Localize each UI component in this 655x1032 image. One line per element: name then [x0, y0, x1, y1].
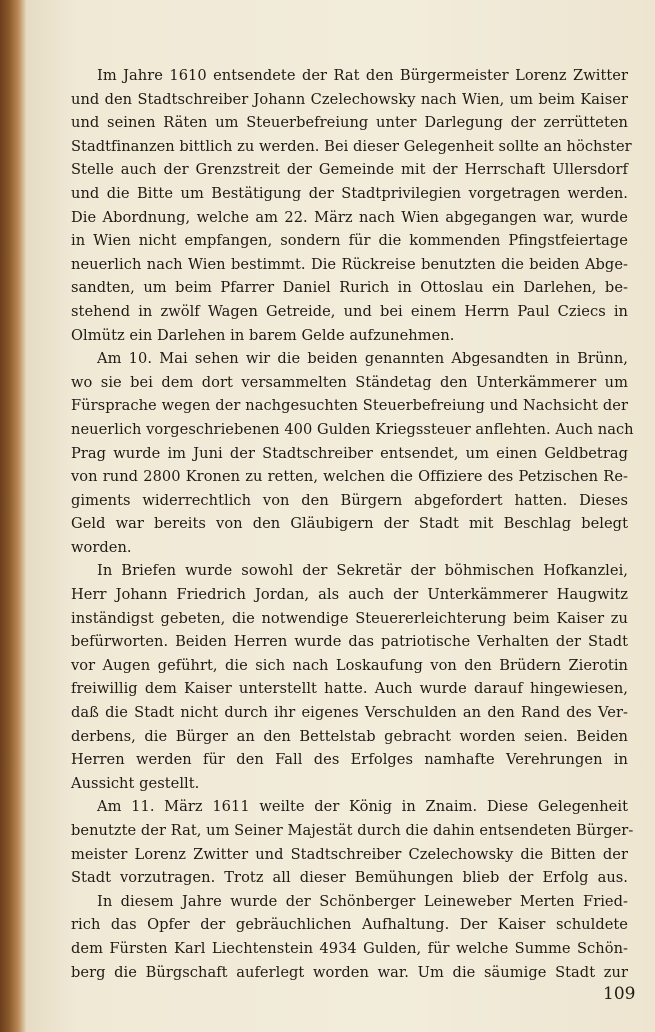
paragraph-4-line-4: Stadt vorzutragen. Trotz all dieser Bemühungen blieb der Erfolg aus. [71, 869, 628, 887]
paragraph-2-line-1: Am 10. Mai sehen wir die beiden genannten Abgesandten in Brünn, [97, 350, 628, 368]
paragraph-3-line-3: inständigst gebeten, die notwendige Steuererleichterung beim Kaiser zu [71, 609, 628, 627]
paragraph-5-line-2: rich das Opfer der gebräuchlichen Aufhaltung. Der Kaiser schuldete [71, 916, 628, 934]
paragraph-1-line-2: und den Stadtschreiber Johann Czelechowsky nach Wien, um beim Kaiser [71, 90, 628, 108]
paragraph-1-line-5: Stelle auch der Grenzstreit der Gemeinde mit der Herrschaft Ullersdorf [71, 161, 628, 179]
paragraph-2-line-9: worden. [71, 538, 132, 556]
paragraph-1-line-7: Die Abordnung, welche am 22. März nach Wien abgegangen war, wurde [71, 208, 628, 226]
book-binding-edge [0, 0, 26, 1032]
paragraph-4-line-2: benutzte der Rat, um Seiner Majestät durch die dahin entsendeten Bürger- [71, 822, 634, 839]
paragraph-1-line-10: sandten, um beim Pfarrer Daniel Rurich in Ottoslau ein Darlehen, be- [71, 279, 628, 297]
paragraph-1-line-3: und seinen Räten um Steuerbefreiung unter Darlegung der zerrütteten [71, 114, 628, 132]
paragraph-2-line-4: neuerlich vorgeschriebenen 400 Gulden Kriegssteuer anflehten. Auch nach [71, 420, 634, 438]
paragraph-3-line-2: Herr Johann Friedrich Jordan, als auch der Unterkämmerer Haugwitz [71, 586, 628, 604]
paragraph-5-line-3: dem Fürsten Karl Liechtenstein 4934 Gulden, für welche Summe Schön- [71, 939, 628, 957]
paragraph-2-line-6: von rund 2800 Kronen zu retten, welchen die Offiziere des Petzischen Re- [71, 468, 628, 486]
paragraph-2-line-5: Prag wurde im Juni der Stadtschreiber entsendet, um einen Geldbetrag [71, 444, 628, 462]
page-body-text [71, 64, 634, 984]
paragraph-3-line-4: befürworten. Beiden Herren wurde das patriotische Verhalten der Stadt [71, 633, 628, 651]
paragraph-2-line-2: wo sie bei dem dort versammelten Ständetag den Unterkämmerer um [71, 373, 628, 391]
book-page [26, 0, 655, 1032]
paragraph-2-line-8: Geld war bereits von den Gläubigern der Stadt mit Beschlag belegt [71, 515, 628, 533]
paragraph-5-line-1: In diesem Jahre wurde der Schönberger Leineweber Merten Fried- [97, 892, 628, 910]
paragraph-2-line-3: Fürsprache wegen der nachgesuchten Steuerbefreiung und Nachsicht der [71, 397, 628, 415]
paragraph-3-line-8: derbens, die Bürger an den Bettelstab gebracht worden seien. Beiden [71, 727, 628, 745]
paragraph-1-line-4: Stadtfinanzen bittlich zu werden. Bei dieser Gelegenheit sollte an höchster [71, 137, 632, 155]
paragraph-1-line-1: Im Jahre 1610 entsendete der Rat den Bürgermeister Lorenz Zwitter [97, 67, 628, 84]
paragraph-4-line-3: meister Lorenz Zwitter und Stadtschreiber Czelechowsky die Bitten der [71, 845, 628, 863]
paragraph-3-line-9: Herren werden für den Fall des Erfolges namhafte Verehrungen in [71, 751, 628, 769]
paragraph-1-line-9: neuerlich nach Wien bestimmt. Die Rückreise benutzten die beiden Abge- [71, 255, 628, 273]
page-number: 109 [603, 984, 636, 1004]
paragraph-3-line-6: freiwillig dem Kaiser unterstellt hatte. Auch wurde darauf hingewiesen, [71, 680, 628, 698]
paragraph-5-line-4: berg die Bürgschaft auferlegt worden war. Um die säumige Stadt zur [71, 963, 628, 981]
paragraph-3-line-5: vor Augen geführt, die sich nach Loskaufung von den Brüdern Zierotin [71, 656, 628, 674]
paragraph-1-line-6: und die Bitte um Bestätigung der Stadtprivilegien vorgetragen werden. [71, 184, 628, 202]
paragraph-3-line-10: Aussicht gestellt. [71, 774, 200, 792]
paragraph-2-line-7: giments widerrechtlich von den Bürgern abgefordert hatten. Dieses [71, 491, 628, 509]
paragraph-3-line-1: In Briefen wurde sowohl der Sekretär der böhmischen Hofkanzlei, [97, 562, 628, 580]
paragraph-1-line-11: stehend in zwölf Wagen Getreide, und bei einem Herrn Paul Cziecs in [71, 302, 628, 320]
paragraph-1-line-12: Olmütz ein Darlehen in barem Gelde aufzunehmen. [71, 326, 455, 344]
paragraph-1-line-8: in Wien nicht empfangen, sondern für die kommenden Pfingstfeiertage [71, 232, 628, 250]
paragraph-4-line-1: Am 11. März 1611 weilte der König in Znaim. Diese Gelegenheit [97, 798, 628, 816]
paragraph-3-line-7: daß die Stadt nicht durch ihr eigenes Verschulden an den Rand des Ver- [71, 704, 628, 722]
